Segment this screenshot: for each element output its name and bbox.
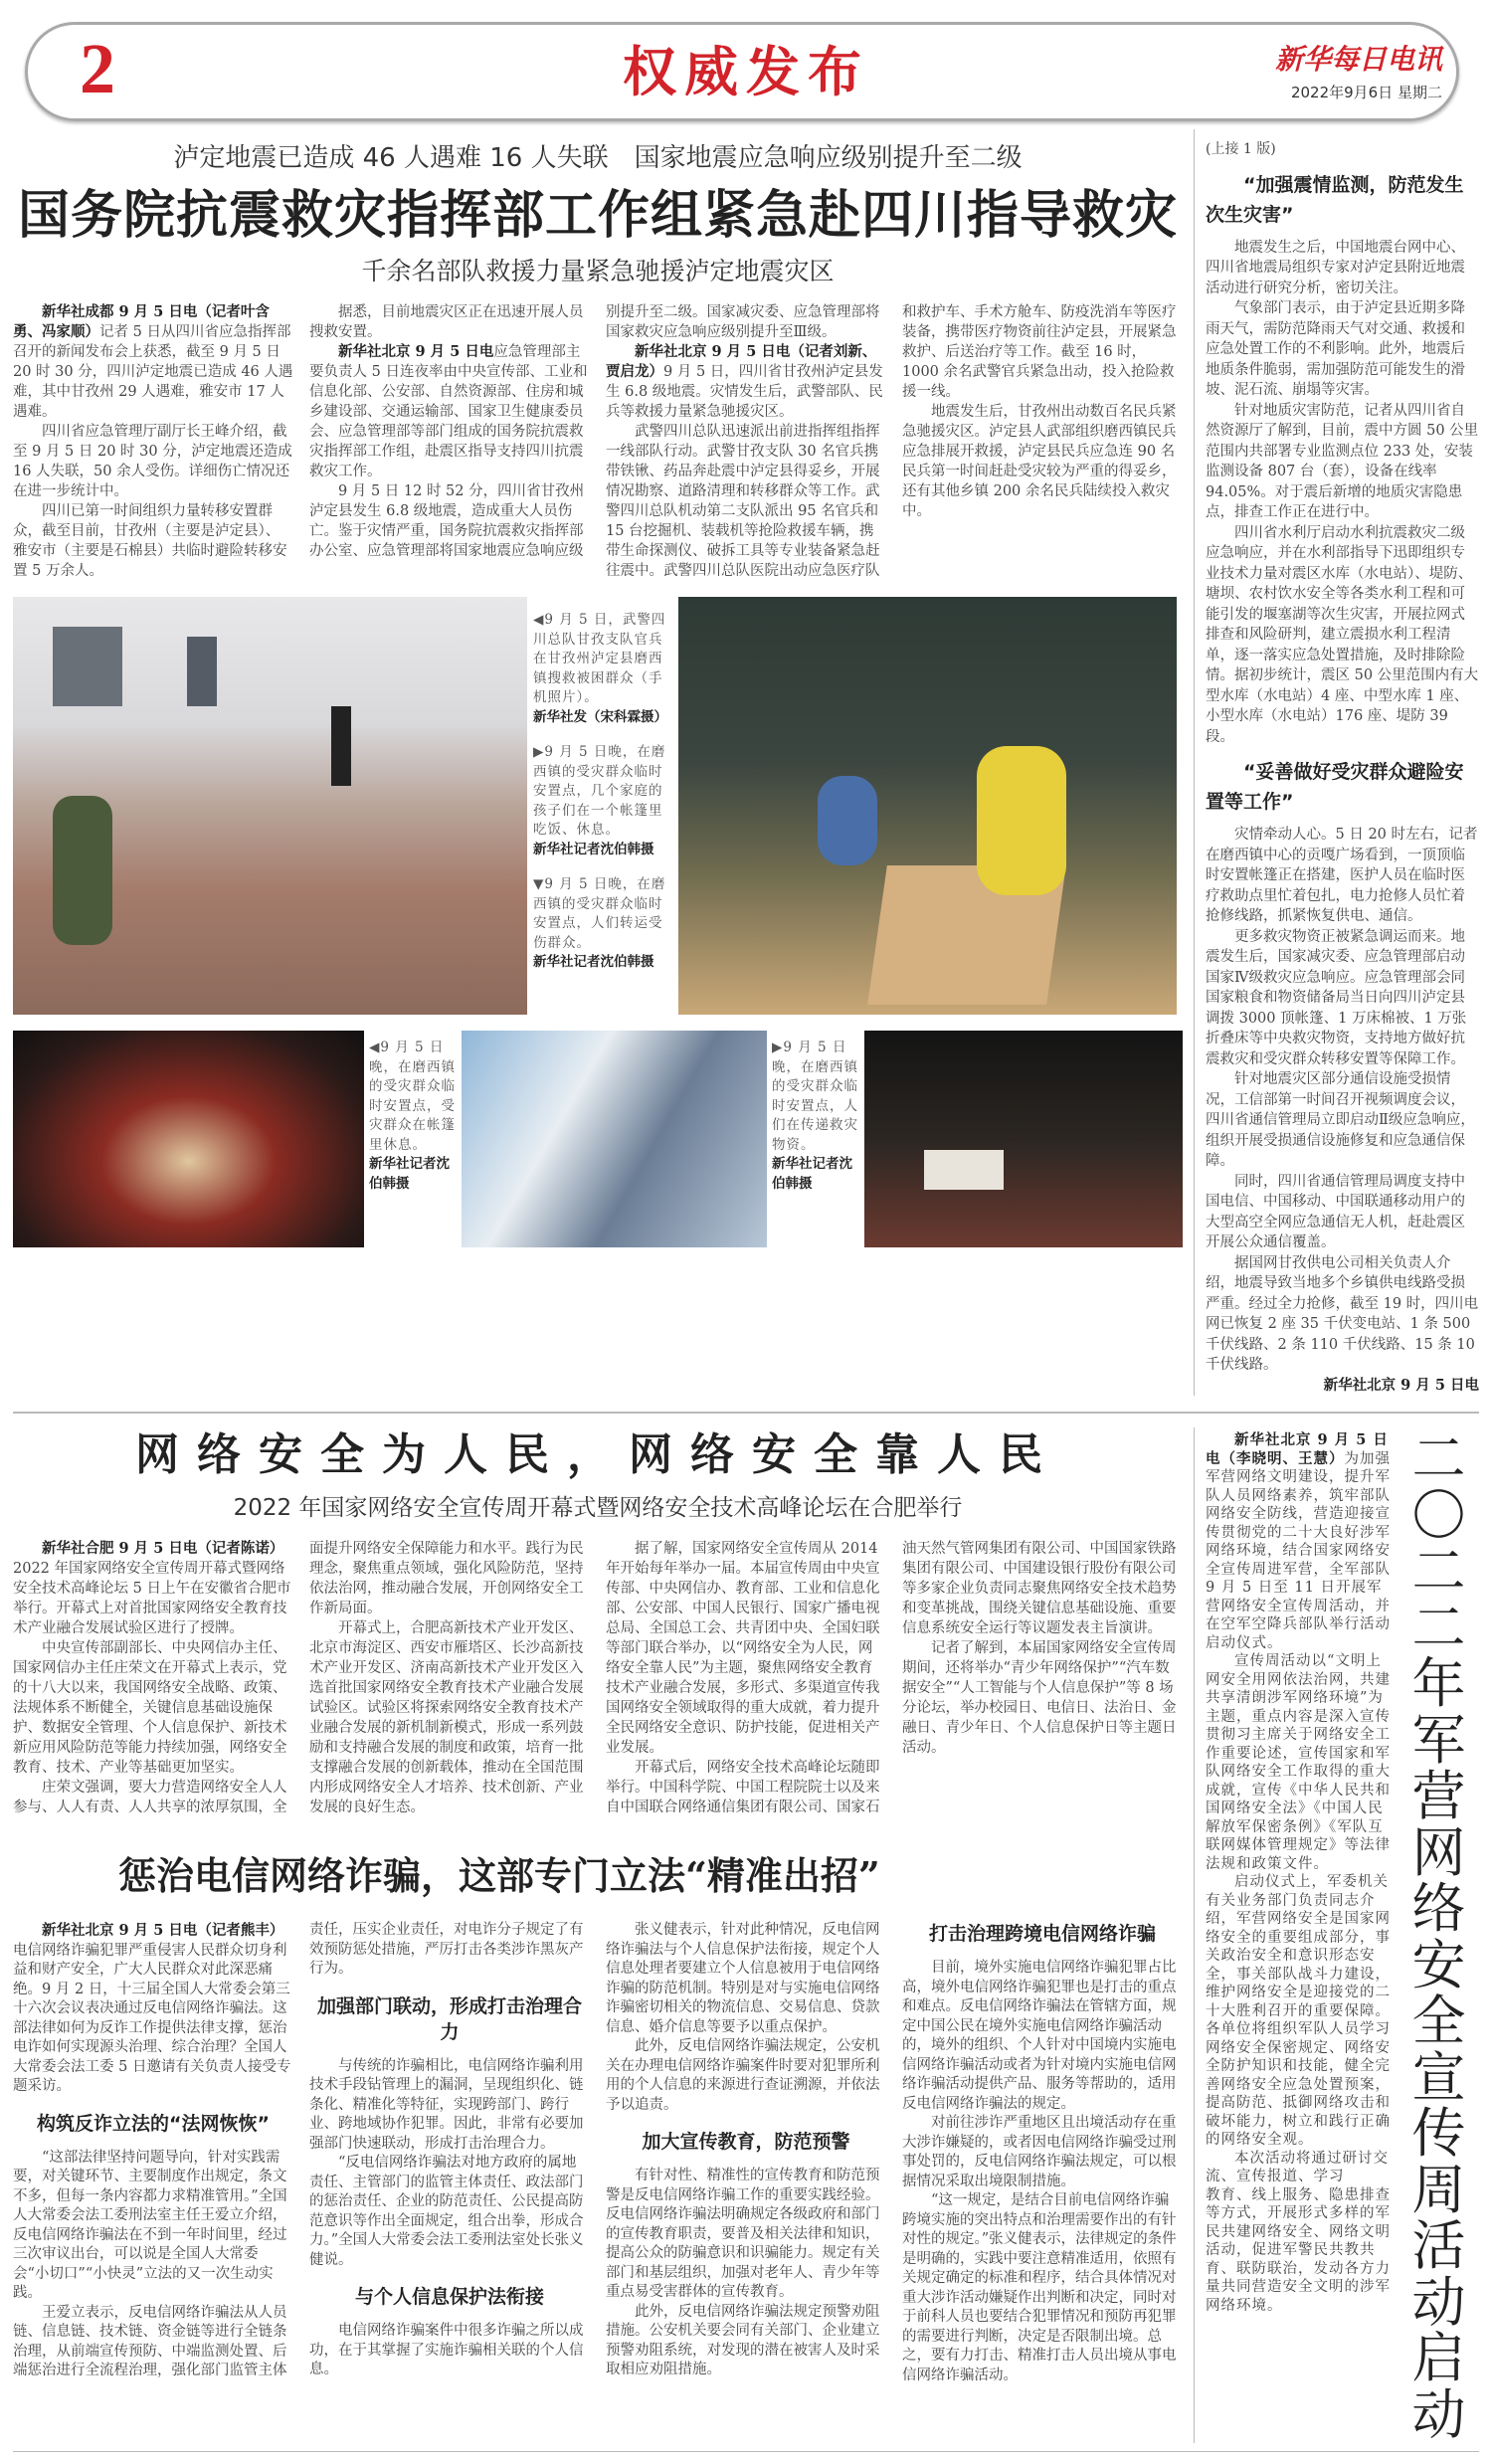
paragraph-text: 张义健表示，针对此种情况，反电信网络诈骗法与个人信息保护法衔接，规定个人信息处理者要建立个人信息被用于电信网络诈骗的防范机制。特别是对与实施电信网络诈骗密切相关的物流信息、交易信息、贷款信息、婚介信息等要予以重点保护。 (606, 1922, 880, 2035)
paragraph-text: 更多救灾物资正被紧急调运而来。地震发生后，国家减灾委、应急管理部启动国家Ⅳ级救灾应急响应。应急管理部会同国家粮食和物资储备局当日向四川泸定县调拨 3000 顶帐篷、1 万床棉被、1 万张折叠床等中央救灾物资，支持地方做好抗震救灾和受灾群众转移安置等保障工作。 (1206, 928, 1467, 1067)
paragraph-text: 中央宣传部副部长、中央网信办主任、国家网信办主任庄荣文在开幕式上表示，党的十八大以来，我国网络安全战略、政策、法规体系不断健全，关键信息基础设施保护、数据安全管理、个人信息保护、新技术新应用风险防范等能力持续加强，网络安全教育、技术、产业等基础更加坚实。 (13, 1640, 287, 1776)
paragraph (309, 2057, 590, 2155)
paragraph-text: 气象部门表示，由于泸定县近期多降雨天气，需防范降雨天气对交通、救援和应急处置工作的不利影响。此外，地震后地质条件脆弱，需加强防范可能发生的滑坡、泥石流、崩塌等灾害。 (1206, 300, 1465, 398)
photo-rubble-rescue (13, 597, 527, 1015)
paragraph (309, 2154, 590, 2270)
caption-4: ◀9 月 5 日晚，在磨西镇的受灾群众临时安置点，受灾群众在帐篷里休息。 新华社记者沈伯韩摄 (369, 1040, 456, 1192)
photo-relief-supplies (864, 1031, 1183, 1247)
paragraph (1206, 1253, 1479, 1376)
lower-section (13, 1427, 1479, 2446)
paragraph (902, 2191, 1183, 2385)
paragraph (902, 402, 1183, 521)
quake-body (13, 302, 1183, 581)
quake-subhead: 千余名部队救援力量紧急驰援泸定地震灾区 (361, 257, 835, 285)
paragraph (1206, 825, 1479, 927)
subheading: 打击治理跨境电信网络诈骗 (928, 1923, 1156, 1945)
window (187, 637, 217, 706)
quake-section (13, 129, 1479, 1396)
paragraph-text: 9 月 5 日 12 时 52 分，四川省甘孜州泸定县发生 6.8 级地震，造成重大人员伤亡。鉴于灾情严重，国务院抗震救灾指挥部办公室、应急管理部将国家地震应急响应级别提升至二级。国家减灾委、应急管理部将国家救灾应急响应级别提升至Ⅲ级。 (309, 304, 880, 559)
photo-row-2 (13, 1031, 1183, 1247)
paragraph (1206, 523, 1479, 748)
rescuer-figure (331, 706, 351, 786)
paragraph-text: 目前，境外实施电信网络诈骗犯罪占比高，境外电信网络诈骗犯罪也是打击的重点和难点。反电信网络诈骗法在管辖方面，规定中国公民在境外实施电信网络诈骗活动的，境外的组织、个人针对中国境内实施电信网络诈骗活动或者为针对境内实施电信网络诈骗活动提供产品、服务等帮助的，适用反电信网络诈骗法的规定。 (902, 1960, 1177, 2112)
photo-red-tent (13, 1031, 364, 1247)
paragraph-text: 开幕式后，网络安全技术高峰论坛随即举行。中国科学院、中国工程院院士以及来自中国联合网络通信集团有限公司、国家石油天然气管网集团有限公司、中国国家铁路集团有限公司、中国建设银行股份有限公司等多家企业负责同志聚焦网络安全技术趋势和变革挑战，围绕关键信息基础设施、重要信息系统安全运行等议题发表主旨演讲。 (606, 1541, 1177, 1815)
paragraph-text: “反电信网络诈骗法对地方政府的属地责任、主管部门的监管主体责任、政法部门的惩治责任、企业的防范责任、公民提高防范意识等作出全面规定，组合出拳，形成合力。”全国人大常委会法工委刑法室处长张义健说。 (309, 2155, 584, 2268)
paragraph-text: 与传统的诈骗相比，电信网络诈骗利用技术手段钻管理上的漏洞，呈现组织化、链条化、精准化等特征，实现跨部门、跨行业、跨地域协作犯罪。因此，非常有必要加强部门快速联动，形成打击治理合力。 (309, 2057, 584, 2152)
paragraph (606, 2167, 886, 2303)
paragraph (606, 1921, 886, 2037)
paragraph (606, 342, 886, 422)
caption-1: ◀9 月 5 日，武警四川总队甘孜支队官兵在甘孜州泸定县磨西镇搜救被困群众（手机照片）。 新华社发（宋科霖摄） (533, 612, 667, 725)
paragraph-text: 地震发生之后，中国地震台网中心、四川省地震局组织专家对泸定县附近地震活动进行研究分析，密切关注。 (1206, 239, 1465, 296)
paragraph (1206, 1069, 1479, 1172)
issue-date: 2022年9月6日 星期二 (1290, 84, 1442, 101)
section-title: 权威发布 (623, 40, 869, 103)
child-figure (977, 746, 1066, 895)
quake-kicker: 泸定地震已造成 46 人遇难 16 人失联 国家地震应急响应级别提升至二级 (173, 143, 1023, 173)
cyber-headline: 网络安全为人民，网络安全靠人民 (135, 1429, 1060, 1480)
paragraph (309, 2322, 590, 2380)
dateline: 新华社成都 9 月 5 日电（记者叶含勇、冯家顺） (13, 303, 270, 340)
paragraph-text: 电信网络诈骗犯罪严重侵害人民群众切身利益和财产安全，广大人民群众对此深恶痛绝。9 月 2 日，十三届全国人大常委会第三十六次会议表决通过反电信网络诈骗法。这部法律如何为反诈工作提供法律支撑，惩治电诈如何实现源头治理、综合治理？全国人大常委会法工委 5 日邀请有关负责人接受专题采访。 (13, 1942, 291, 2094)
paragraph-text: 应急管理部主要负责人 5 日连夜率由中央宣传部、工业和信息化部、公安部、自然资源部、住房和城乡建设部、交通运输部、国家卫生健康委员会、应急管理部等部门组成的国务院抗震救灾指挥部工作组，赴震区指导支持四川抗震救灾工作。 (309, 344, 588, 479)
paragraph (13, 1539, 293, 1638)
paragraph (606, 2303, 886, 2380)
paragraph-text: “这一规定，是结合目前电信网络诈骗跨境实施的突出特点和治理需要作出的有针对性的规定。”张义健表示，法律规定的条件是明确的，实践中要注意精准适用，依照有关规定确定的标准和程序，结合具体情况对重大涉诈活动嫌疑作出判断和决定，同时对于前科人员也要结合犯罪情况和预防再犯罪的需要进行判断，决定是否限制出境。总之，要有力打击、精准打击人员出境从事电信网络诈骗活动。 (902, 2192, 1177, 2383)
caption-3: ▼9 月 5 日晚，在磨西镇的受灾群众临时安置点，人们转运受伤群众。 新华社记者沈伯韩摄 (533, 876, 666, 970)
military-vertical-headline: 二〇二二年军营网络安全宣传周活动启动 (1411, 1427, 1467, 2446)
lower-main (13, 1427, 1183, 2385)
paragraph (13, 2149, 293, 2304)
paragraph-text: 2022 年国家网络安全宣传周开幕式暨网络安全技术高峰论坛 5 日上午在安徽省合肥市举行。开幕式上对首批国家网络安全教育技术产业融合发展试验区进行了授牌。 (13, 1561, 291, 1636)
subheading: 构筑反诈立法的“法网恢恢” (37, 2112, 270, 2135)
paragraph (13, 422, 293, 501)
paragraph (13, 302, 293, 422)
paragraph (1206, 298, 1479, 401)
supply-box (924, 1150, 1004, 1190)
paragraph-text: 据了解，国家网络安全宣传周从 2014 年开始每年举办一届。本届宣传周由中央宣传部、中央网信办、教育部、工业和信息化部、公安部、中国人民银行、国家广播电视总局、全国总工会、共青团中央、全国妇联等部门联合举办，以“网络安全为人民，网络安全靠人民”为主题，聚焦网络安全教育技术产业融合发展，多形式、多渠道宣传我国网络安全领域取得的重大成就，着力提升全民网络安全意识、防护技能，促进相关产业发展。 (606, 1541, 880, 1756)
military-tail: 教育、线上服务、隐患排查等方式，开展形式多样的军民共建网络安全、网络文明活动，促进军警民共教共育、联防联治，发动各方力量共同营造安全文明的涉军网络环境。 (1206, 2186, 1391, 2314)
paragraph (902, 2114, 1183, 2191)
cyber-subhead: 2022 年国家网络安全宣传周开幕式暨网络安全技术高峰论坛在合肥举行 (233, 1495, 963, 1521)
photo-row-1 (13, 597, 1183, 1015)
dateline: 新华社北京 9 月 5 日电（记者刘新、贾启龙） (606, 343, 877, 380)
quake-sidebar (1206, 139, 1479, 1396)
bottom-rule (13, 2451, 1479, 2452)
caption-group-1 (533, 597, 672, 1015)
page-number: 2 (80, 29, 115, 108)
soldier-figure (53, 796, 112, 945)
paragraph (13, 501, 293, 581)
cyber-body (13, 1539, 1183, 1817)
dateline: 新华社北京 9 月 5 日电（记者熊丰） (42, 1922, 284, 1939)
paragraph-text: 对前往涉诈严重地区且出境活动存在重大涉诈嫌疑的，或者因电信网络诈骗受过刑事处罚的，反电信网络诈骗法规定，可以根据情况采取出境限制措施。 (902, 2115, 1177, 2189)
subheading: 加大宣传教育，防范预警 (642, 2131, 850, 2153)
paragraph (1206, 927, 1479, 1070)
paragraph (606, 1539, 886, 1758)
subheading: 与个人信息保护法衔接 (354, 2286, 544, 2308)
paragraph-text: 记者了解到，本届国家网络安全宣传周期间，还将举办“青少年网络保护”“汽车数据安全”“人工智能与个人信息保护”等 8 场分论坛，举办校园日、电信日、法治日、金融日、青少年日、个人信息保护日等主题日活动。 (902, 1640, 1177, 1756)
paragraph-text: 此外，反电信网络诈骗法规定预警劝阻措施。公安机关要会同有关部门、企业建立预警劝阻系统，对发现的潜在被害人及时采取相应劝阻措施。 (606, 2303, 880, 2377)
fraud-body (13, 1921, 1183, 2385)
column-divider (1194, 1427, 1195, 2443)
paragraph-text: 记者 5 日从四川省应急指挥部召开的新闻发布会上获悉，截至 9 月 5 日 20 时 30 分，四川泸定地震已造成 46 人遇难，其中甘孜州 29 人遇难，雅安市 17 人遇难。 (13, 324, 293, 420)
caption-2: ▶9 月 5 日晚，在磨西镇的受灾群众临时安置点，几个家庭的孩子们在一个帐篷里吃饭、休息。 新华社记者沈伯韩摄 (533, 744, 666, 857)
paragraph-text: 四川省应急管理厅副厅长王峰介绍，截至 9 月 5 日 20 时 30 分，泸定地震还造成 16 人失联，50 余人受伤。详细伤亡情况还在进一步统计中。 (13, 424, 292, 499)
paragraph-text: 武警四川总队迅速派出前进指挥组指挥一线部队行动。武警甘孜支队 30 名官兵携带铁锹、药品奔赴震中泸定县得妥乡，开展情况勘察、道路清理和转移群众等工作。武警四川总队机动第二支队派出 95 名官兵和 15 台挖掘机、装载机等抢险救援车辆，携带生命探测仪、破拆工具等专业装备紧急赶往震中。武警四川总队医院出动应急医疗队和救护车、手术方舱车、防疫洗消车等医疗装备，携带医疗物资前往泸定县，开展紧急救护、后送治疗等工作。截至 16 时，1000 余名武警官兵紧急出动，投入抢险救援一线。 (606, 304, 1177, 579)
paragraph-text: 本次活动将通过研讨交流、宣传报道、学习 (1206, 2150, 1389, 2184)
paragraph-text: 宣传周活动以“文明上网安全用网依法治网，共建共享清朗涉军网络环境”为主题，重点内容是深入宣传贯彻习主席关于网络安全工作重要论述，宣传国家和军队网络安全工作取得的重大成就，宣传《中华人民共和国网络安全法》《中国人民解放军保密条例》《军队互联网媒体管理规定》等法律法规和政策文件。 (1206, 1653, 1391, 1872)
paragraph (309, 1618, 590, 1817)
fraud-headline: 惩治电信网络诈骗，这部专门立法“精准出招” (118, 1853, 880, 1898)
paragraph-text: “这部法律坚持问题导向，针对实践需要，对关键环节、主要制度作出规定，条文不多，但每一条内容都力求精准管用。”全国人大常委会法工委刑法室主任王爱立介绍，反电信网络诈骗法在不到一年时间里，经过三次审议出台，可以说是全国人大常委会“小切口”“小快灵”立法的又一次生动实践。 (13, 2149, 287, 2301)
paragraph-text: 四川省水利厅启动水利抗震救灾二级应急响应，并在水利部指导下迅即组织专业技术力量对震区水库（水电站）、堤防、塘坝、农村饮水安全等各类水利工程和可能引发的堰塞湖等次生灾害，开展拉网式排查和风险研判，建立震损水利工程清单，逐一落实应急处置措施，及时排除险情。据初步统计，震区 50 公里范围内有大型水库（水电站）4 座、中型水库 1 座、小型水库（水电站）176 座、堤防 39 段。 (1206, 524, 1479, 745)
dateline: 新华社合肥 9 月 5 日电（记者陈诺） (42, 1540, 284, 1557)
dateline: 新华社北京 9 月 5 日电（李晓明、王慧） (1206, 1431, 1389, 1467)
caption-group-3 (772, 1031, 859, 1247)
child-figure (818, 776, 877, 865)
paragraph-text: 王爱立表示，反电信网络诈骗法从人员链、信息链、技术链、资金链等进行全链条治理，从前端宣传预防、中端监测处置、后端惩治进行全流程治理，强化部门监管主体责任，压实企业责任，对电诈分子规定了有效预防惩处措施，严厉打击各类涉诈黑灰产行为。 (13, 1922, 584, 2378)
paragraph-text: 地震发生后，甘孜州出动数百名民兵紧急驰援灾区。泸定县人武部组织磨西镇民兵应急排展开救援，泸定县民兵应急连 90 名民兵第一时间赶赴受灾较为严重的得妥乡，还有其他乡镇 200 余名民兵陆续投入救灾中。 (902, 404, 1177, 519)
continued-note: (上接 1 版) (1206, 141, 1276, 157)
paragraph-text: 启动仪式上，军委机关有关业务部门负责同志介绍，军营网络安全是国家网络安全的重要组成部分，事关政治安全和意识形态安全，事关部队战斗力建设，维护网络安全是迎接党的二十大胜利召开的重要保障。各单位将组织军队人员学习网络安全保密规定、网络安全防护知识和技能，健全完善网络安全应急处置预案，提高防范、抵御网络攻击和破坏能力，树立和践行正确的网络安全观。 (1206, 1874, 1391, 2148)
paragraph (13, 1638, 293, 1778)
caption-5: ▶9 月 5 日晚，在磨西镇的受灾群众临时安置点，人们在传递救灾物资。 新华社记者沈伯韩摄 (772, 1040, 858, 1192)
paragraph (902, 1959, 1183, 2114)
window (53, 627, 122, 706)
dateline: 新华社北京 9 月 5 日电 (338, 343, 494, 360)
paragraph (13, 1921, 293, 2097)
subheading: “妥善做好受灾群众避险安置等工作” (1206, 761, 1464, 813)
photo-children-tent (678, 597, 1177, 1015)
paragraph-text: 庄荣文强调，要大力营造网络安全人人参与、人人有责、人人共享的浓厚氛围，全面提升网络安全保障能力和水平。践行为民理念，聚焦重点领域，强化风险防范，坚持依法治网，推动融合发展，开创网络安全工作新局面。 (13, 1541, 584, 1815)
paragraph-text: 四川已第一时间组织力量转移安置群众，截至目前，甘孜州（主要是泸定县）、雅安市（主要是石棉县）共临时避险转移安置 5 万余人。 (13, 503, 287, 579)
newspaper-logo: 新华每日电讯 (1274, 43, 1442, 76)
paragraph-text: 据国网甘孜供电公司相关负责人介绍，地震导致当地多个乡镇供电线路受损严重。经过全力抢修，截至 19 时，四川电网已恢复 2 座 35 千伏变电站、1 条 500 千伏线路、2 条 110 千伏线路、15 条 10 千伏线路。 (1206, 1254, 1479, 1373)
paragraph-text: 9 月 5 日，四川省甘孜州泸定县发生 6.8 级地震。灾情发生后，武警部队、民兵等救援力量紧急驰援灾区。 (606, 364, 883, 420)
paragraph-text: 电信网络诈骗案件中很多诈骗之所以成功，在于其掌握了实施诈骗相关联的个人信息。 (309, 2323, 584, 2377)
paragraph-text: 灾情牵动人心。5 日 20 时左右，记者在磨西镇中心的贡嘎广场看到，一顶顶临时安置帐篷正在搭建，医护人员在临时医疗救助点里忙着包扎，电力抢修人员忙着抢修线路，抓紧恢复供电、通信。 (1206, 827, 1478, 924)
military-column (1206, 1427, 1479, 2446)
paragraph (1206, 401, 1479, 523)
subheading: “加强震情监测，防范发生次生灾害” (1206, 173, 1464, 226)
paragraph-text: 同时，四川省通信管理局调度支持中国电信、中国移动、中国联通移动用户的大型高空全网应急通信无人机，赶赴震区开展公众通信覆盖。 (1206, 1173, 1465, 1250)
paragraph-text: 开幕式上，合肥高新技术产业开发区、北京市海淀区、西安市雁塔区、长沙高新技术产业开发区、济南高新技术产业开发区入选首批国家网络安全教育技术产业融合发展试验区。试验区将探索网络安全教育技术产业融合发展的新机制新模式，形成一系列鼓励和支持融合发展的制度和政策，培育一批支撑融合发展的创新载体，推动在全国范围内形成网络安全人才培养、技术创新、产业发展的良好生态。 (309, 1620, 584, 1815)
paragraph-text: 据悉，目前地震灾区正在迅速开展人员搜救安置。 (309, 304, 584, 340)
photo-ambulance (462, 1031, 767, 1247)
paragraph-text: 为加强军营网络文明建设，提升军队人员网络素养，筑牢部队网络安全防线，营造迎接宣传贯彻党的二十大良好涉军网络环境，结合国家网络安全宣传周进军营，全军部队 9 月 5 日至 11 日开展军营网络安全宣传周活动，并在空军空降兵部队举行活动启动仪式。 (1206, 1450, 1391, 1651)
dateline-signature: 新华社北京 9 月 5 日电 (1323, 1376, 1479, 1394)
paragraph (1206, 238, 1479, 299)
paragraph (309, 302, 590, 342)
quake-main (13, 129, 1183, 1247)
paragraph (1206, 1172, 1479, 1253)
column-divider (1194, 129, 1195, 1396)
section-divider (13, 1412, 1479, 1414)
paragraph (309, 342, 590, 481)
paragraph (606, 2037, 886, 2115)
quake-headline: 国务院抗震救灾指挥部工作组紧急赴四川指导救灾 (17, 185, 1178, 246)
caption-group-2 (369, 1031, 457, 1247)
paragraph-text: 此外，反电信网络诈骗法规定，公安机关在办理电信网络诈骗案件时要对犯罪所利用的个人信息的来源进行查证溯源，并依法予以追责。 (606, 2038, 880, 2113)
subheading: 加强部门联动，形成打击治理合力 (316, 1994, 582, 2043)
paragraph-text: 有针对性、精准性的宣传教育和防范预警是反电信网络诈骗工作的重要实践经验。反电信网络诈骗法明确规定各级政府和部门的宣传教育职责，要普及相关法律和知识，提高公众的防骗意识和识骗能力。规定有关部门和基层组织，加强对老年人、青少年等重点易受害群体的宣传教育。 (606, 2168, 880, 2300)
page-header (13, 0, 1479, 129)
paragraph-text: 针对地质灾害防范，记者从四川省自然资源厅了解到，目前，震中方圆 50 公里范围内共部署专业监测点位 233 处，安装监测设备 807 台（套），设备在线率 94.05%。对于震后新增的地质灾害隐患点，排查工作正在进行中。 (1206, 402, 1479, 520)
paragraph-text: 针对地震灾区部分通信设施受损情况，工信部第一时间召开视频调度会议，四川省通信管理局立即启动Ⅱ级应急响应，组织开展受损通信设施修复和应急通信保障。 (1206, 1071, 1475, 1169)
paragraph (902, 1638, 1183, 1758)
